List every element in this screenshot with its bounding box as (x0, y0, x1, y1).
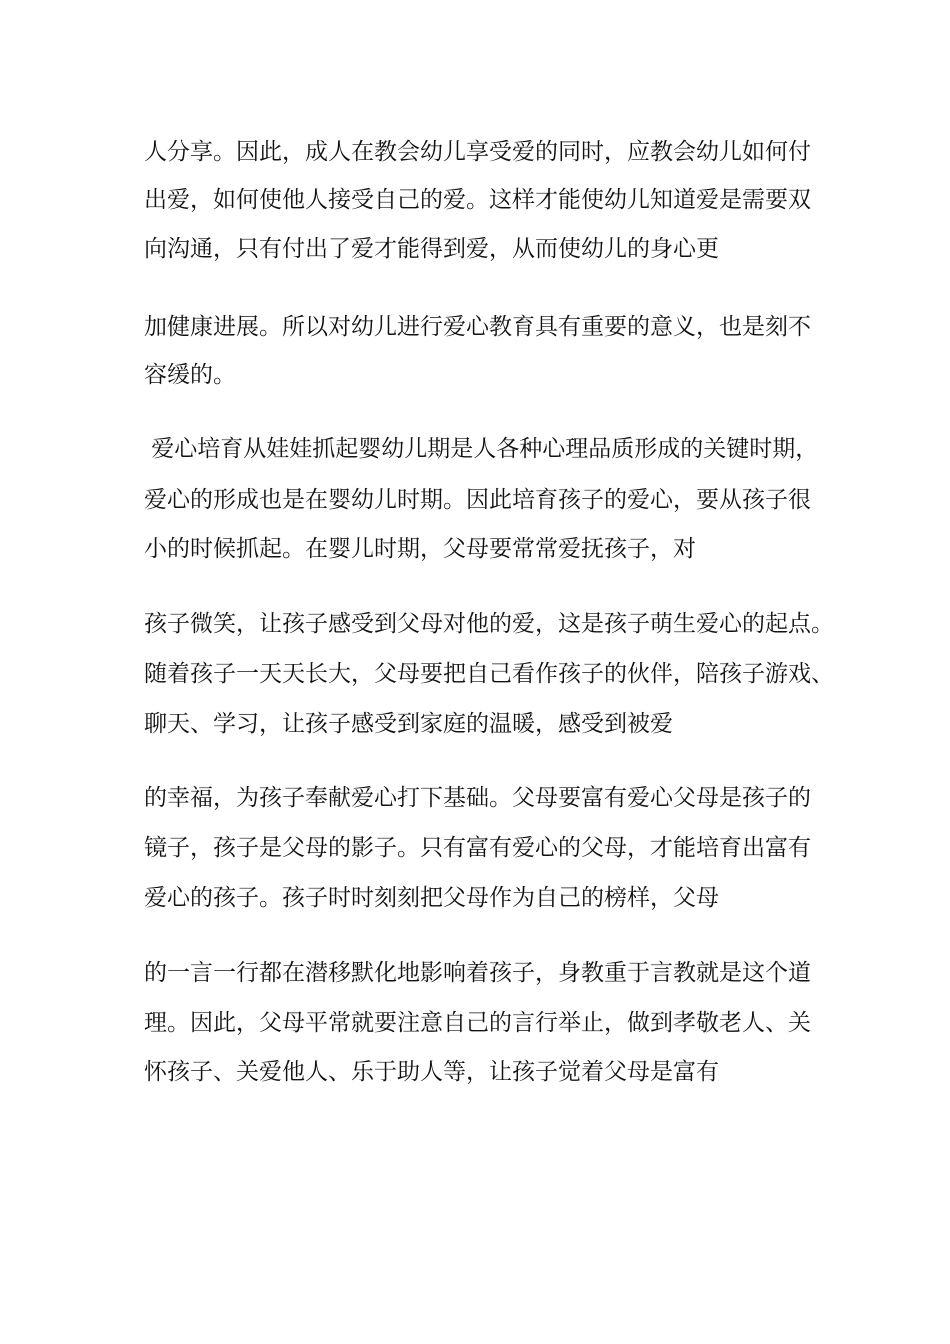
text-line: 爱心的形成也是在婴幼儿时期。因此培育孩子的爱心，要从孩子很 (144, 487, 811, 513)
text-line: 向沟通，只有付出了爱才能得到爱，从而使幼儿的身心更 (144, 236, 719, 262)
text-line: 容缓的。 (144, 362, 236, 388)
text-line: 出爱，如何使他人接受自己的爱。这样才能使幼儿知道爱是需要双 (144, 187, 811, 213)
text-line: 随着孩子一天天长大，父母要把自己看作孩子的伙伴，陪孩子游戏、 (144, 661, 834, 687)
text-line: 的幸福，为孩子奉献爱心打下基础。父母要富有爱心父母是孩子的 (144, 785, 811, 811)
text-line: 人分享。因此，成人在教会幼儿享受爱的同时，应教会幼儿如何付 (144, 139, 811, 165)
text-line: 怀孩子、关爱他人、乐于助人等，让孩子觉着父母是富有 (144, 1059, 719, 1085)
text-line: 爱心的孩子。孩子时时刻刻把父母作为自己的榜样，父母 (144, 885, 719, 911)
text-line: 小的时候抓起。在婴儿时期，父母要常常爱抚孩子，对 (144, 536, 696, 562)
text-line: 孩子微笑，让孩子感受到父母对他的爱，这是孩子萌生爱心的起点。 (144, 611, 834, 637)
text-line: 爱心培育从娃娃抓起婴幼儿期是人各种心理品质形成的关键时期， (144, 436, 819, 462)
text-line: 加健康进展。所以对幼儿进行爱心教育具有重要的意义，也是刻不 (144, 314, 811, 340)
text-line: 镜子，孩子是父母的影子。只有富有爱心的父母，才能培育出富有 (144, 835, 811, 861)
text-line: 聊天、学习，让孩子感受到家庭的温暖，感受到被爱 (144, 711, 673, 737)
text-line: 的一言一行都在潜移默化地影响着孩子，身教重于言教就是这个道 (144, 960, 811, 986)
text-line: 理。因此，父母平常就要注意自己的言行举止，做到孝敬老人、关 (144, 1010, 811, 1036)
